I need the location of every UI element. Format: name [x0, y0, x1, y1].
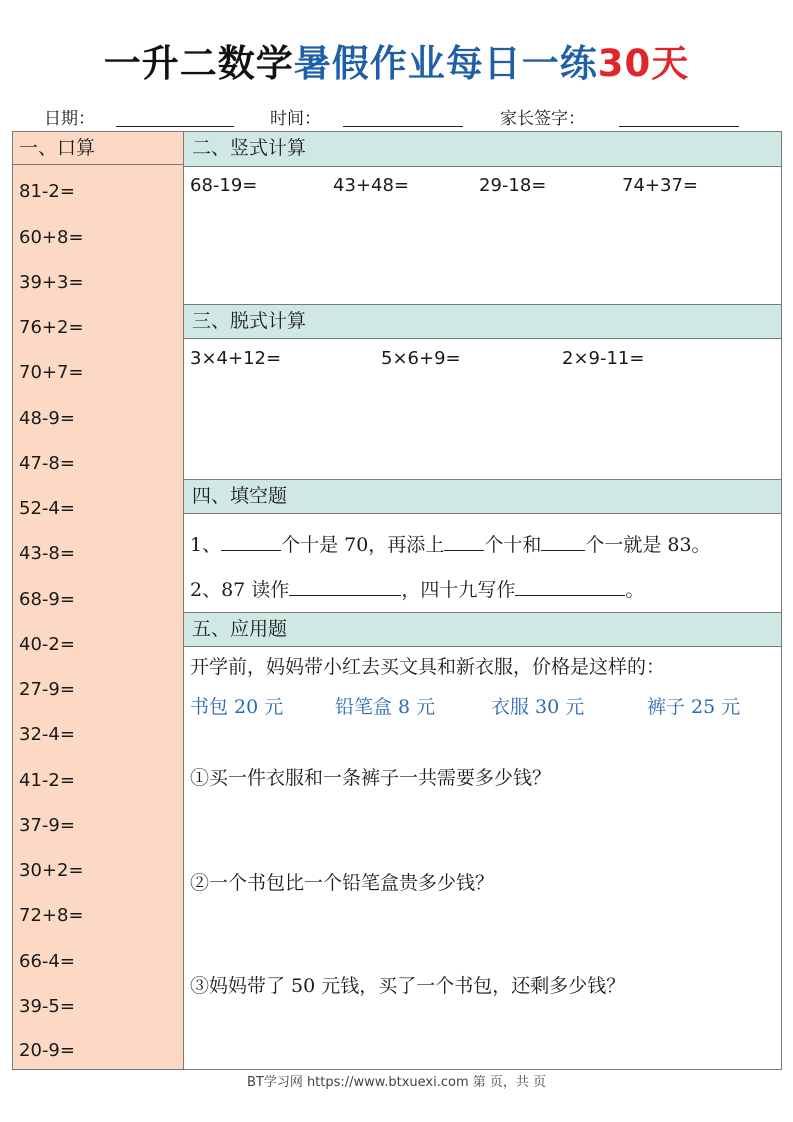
oral-item: 48-9=: [19, 408, 75, 429]
time-label: 时间：: [270, 109, 321, 129]
oral-item: 47-8=: [19, 453, 75, 474]
app-question-3: ③妈妈带了 50 元钱，买了一个书包，还剩多少钱？: [190, 975, 626, 997]
fill-q2-part2: 。: [625, 579, 645, 601]
oral-item: 30+2=: [19, 860, 84, 881]
vertical-item: 74+37=: [622, 175, 698, 196]
oral-item: 70+7=: [19, 362, 84, 383]
oral-column: [13, 132, 184, 1069]
fill-blank[interactable]: [541, 532, 585, 551]
price-item: 裤子 25 元: [647, 696, 741, 718]
oral-item: 41-2=: [19, 770, 75, 791]
detached-item: 2×9-11=: [562, 348, 645, 369]
fill-question-1: [190, 532, 711, 557]
title-part-2: 暑假作业每日一练: [293, 42, 598, 85]
fill-q1-prefix: 1、: [190, 534, 222, 556]
app-intro: 开学前，妈妈带小红去买文具和新衣服，价格是这样的：: [190, 656, 666, 678]
oral-item: 37-9=: [19, 815, 75, 836]
oral-item: 32-4=: [19, 724, 75, 745]
oral-item: 60+8=: [19, 227, 84, 248]
oral-item: 20-9=: [19, 1040, 75, 1061]
fill-q2-part1: ，四十九写作: [401, 579, 516, 601]
date-blank[interactable]: [116, 126, 234, 127]
price-item: 衣服 30 元: [491, 696, 585, 718]
vertical-heading: 二、竖式计算: [184, 132, 781, 167]
fill-blank[interactable]: [444, 532, 484, 551]
app-question-1: ①买一件衣服和一条裤子一共需要多少钱？: [190, 767, 552, 789]
title-part-3: 30天: [597, 42, 690, 85]
meta-row: [0, 104, 793, 130]
fill-blank[interactable]: [221, 532, 281, 551]
oral-item: 43-8=: [19, 543, 75, 564]
oral-item: 81-2=: [19, 181, 75, 202]
oral-item: 66-4=: [19, 951, 75, 972]
oral-item: 40-2=: [19, 634, 75, 655]
oral-item: 39-5=: [19, 996, 75, 1017]
page-footer: BT学习网 https://www.btxuexi.com 第 页，共 页: [246, 1075, 547, 1090]
oral-item: 52-4=: [19, 498, 75, 519]
oral-item: 72+8=: [19, 905, 84, 926]
worksheet-table: [12, 131, 782, 1070]
detached-item: 3×4+12=: [190, 348, 282, 369]
sign-blank[interactable]: [619, 126, 739, 127]
vertical-item: 68-19=: [190, 175, 258, 196]
time-blank[interactable]: [343, 126, 463, 127]
fill-q2-prefix: 2、87 读作: [190, 579, 290, 601]
oral-item: 68-9=: [19, 589, 75, 610]
app-heading: 五、应用题: [184, 612, 781, 647]
oral-item: 76+2=: [19, 317, 84, 338]
vertical-item: 29-18=: [479, 175, 547, 196]
fill-q1-part1: 个十是 70，再添上: [281, 534, 445, 556]
fill-heading: 四、填空题: [184, 479, 781, 514]
oral-heading: 一、口算: [13, 132, 183, 165]
fill-question-2: [190, 577, 644, 602]
price-item: 书包 20 元: [190, 696, 284, 718]
detached-item: 5×6+9=: [381, 348, 461, 369]
price-item: 铅笔盒 8 元: [335, 696, 436, 718]
sign-label: 家长签字：: [500, 109, 585, 129]
fill-blank[interactable]: [289, 577, 401, 596]
fill-blank[interactable]: [515, 577, 625, 596]
detached-heading: 三、脱式计算: [184, 304, 781, 339]
oral-item: 39+3=: [19, 272, 84, 293]
oral-item: 27-9=: [19, 679, 75, 700]
worksheet-title: [0, 38, 793, 90]
app-question-2: ②一个书包比一个铅笔盒贵多少钱？: [190, 872, 495, 894]
title-part-1: 一升二数学: [103, 42, 294, 85]
fill-q1-part2: 个十和: [484, 534, 542, 556]
date-label: 日期：: [44, 109, 95, 129]
vertical-item: 43+48=: [333, 175, 409, 196]
fill-q1-part3: 个一就是 83。: [585, 534, 711, 556]
